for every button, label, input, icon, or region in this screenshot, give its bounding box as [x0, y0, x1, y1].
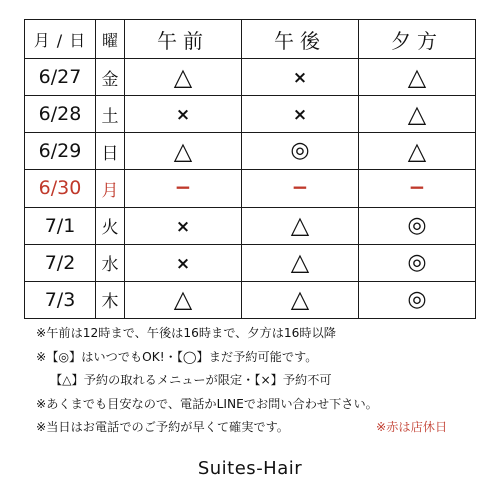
day-cell: 金	[96, 59, 125, 96]
availability-mark: −	[174, 175, 192, 200]
evening-cell	[359, 59, 476, 96]
availability-mark: −	[408, 175, 426, 200]
note-hours: ※午前は12時まで、午後は16時まで、夕方は16時以降	[36, 326, 336, 340]
day-cell: 土	[96, 96, 125, 133]
availability-mark: △	[173, 285, 193, 314]
note-legend-limited: 【△】予約の取れるメニューが限定・【×】予約不可	[50, 373, 332, 387]
availability-mark: ◎	[407, 249, 427, 275]
table-row	[25, 59, 476, 96]
date-cell: 6/28	[25, 96, 96, 133]
date-cell: 7/3	[25, 281, 96, 318]
afternoon-cell	[242, 244, 359, 281]
availability-mark: ◎	[290, 138, 310, 164]
header-afternoon: 午後	[242, 20, 359, 59]
date-cell: 7/2	[25, 244, 96, 281]
date-cell: 6/27	[25, 59, 96, 96]
availability-mark: △	[290, 248, 310, 277]
date-cell: 7/1	[25, 207, 96, 244]
availability-mark: ×	[292, 68, 308, 89]
availability-mark: △	[173, 136, 193, 165]
evening-cell	[359, 170, 476, 207]
availability-mark: ×	[292, 105, 308, 126]
day-cell: 水	[96, 244, 125, 281]
availability-mark: △	[407, 99, 427, 128]
day-cell: 月	[96, 170, 125, 207]
afternoon-cell	[242, 207, 359, 244]
afternoon-cell	[242, 96, 359, 133]
header-row	[25, 20, 476, 59]
table-row	[25, 244, 476, 281]
note-same-day-text: ※当日はお電話でのご予約が早くて確実です。	[36, 420, 289, 434]
note-contact: ※あくまでも目安なので、電話かLINEでお問い合わせ下さい。	[36, 396, 378, 411]
availability-mark: ◎	[407, 212, 427, 238]
availability-mark: △	[290, 285, 310, 314]
schedule-table	[24, 19, 476, 319]
date-cell: 6/30	[25, 170, 96, 207]
date-cell: 6/29	[25, 133, 96, 170]
table-row	[25, 133, 476, 170]
table-row	[25, 281, 476, 318]
note-same-day	[36, 416, 486, 440]
day-cell: 火	[96, 207, 125, 244]
morning-cell	[125, 244, 242, 281]
day-cell: 木	[96, 281, 125, 318]
morning-cell	[125, 59, 242, 96]
availability-mark: △	[407, 62, 427, 91]
availability-mark: ×	[175, 253, 191, 274]
availability-mark: ×	[175, 216, 191, 237]
afternoon-cell	[242, 170, 359, 207]
evening-cell	[359, 244, 476, 281]
afternoon-cell	[242, 281, 359, 318]
header-morning: 午前	[125, 20, 242, 59]
availability-mark: −	[291, 175, 309, 200]
morning-cell	[125, 207, 242, 244]
afternoon-cell	[242, 59, 359, 96]
evening-cell	[359, 133, 476, 170]
availability-mark: △	[407, 136, 427, 165]
schedule-body	[25, 59, 476, 319]
closed-day-note: ※赤は店休日	[376, 420, 448, 434]
morning-cell	[125, 133, 242, 170]
table-row	[25, 207, 476, 244]
availability-mark: ◎	[407, 286, 427, 312]
table-row	[25, 170, 476, 207]
morning-cell	[125, 96, 242, 133]
note-legend-available: ※【◎】はいつでもOK!・【◯】まだ予約可能です。	[36, 349, 318, 364]
availability-mark: ×	[175, 105, 191, 126]
header-day: 曜	[96, 20, 125, 59]
day-cell: 日	[96, 133, 125, 170]
notes-block	[36, 322, 486, 440]
morning-cell	[125, 281, 242, 318]
evening-cell	[359, 281, 476, 318]
availability-mark: △	[173, 62, 193, 91]
availability-mark: △	[290, 211, 310, 240]
evening-cell	[359, 207, 476, 244]
afternoon-cell	[242, 133, 359, 170]
header-date: 月 / 日	[25, 20, 96, 59]
header-evening: 夕方	[359, 20, 476, 59]
brand-name: Suites-Hair	[197, 458, 303, 479]
table-row	[25, 96, 476, 133]
morning-cell	[125, 170, 242, 207]
evening-cell	[359, 96, 476, 133]
